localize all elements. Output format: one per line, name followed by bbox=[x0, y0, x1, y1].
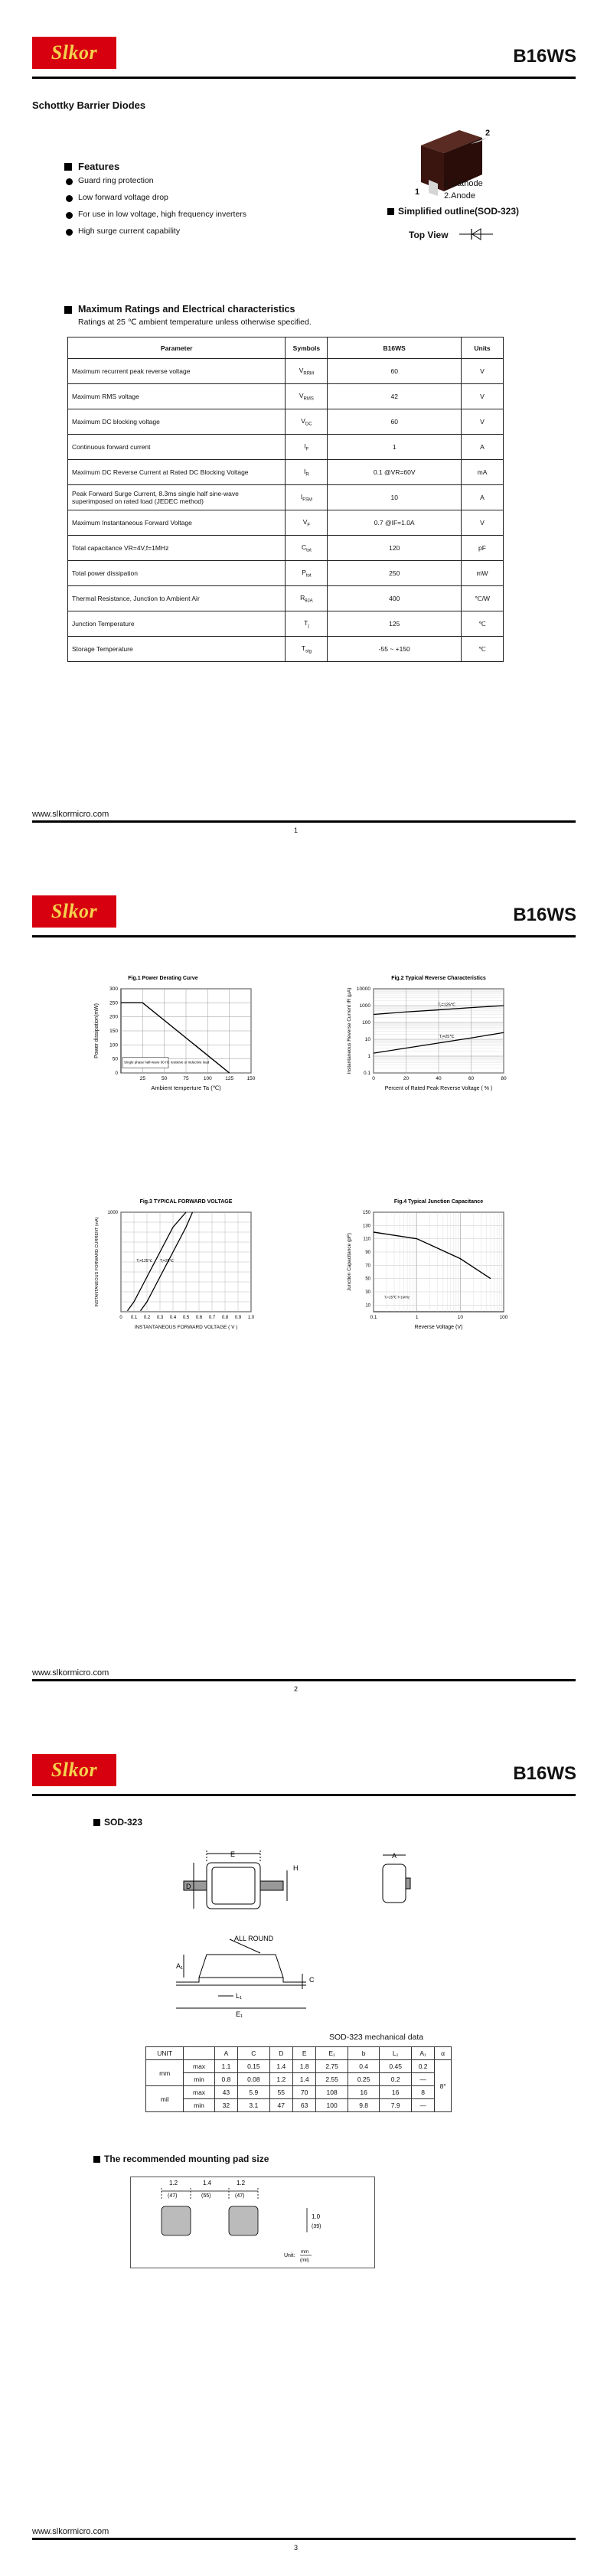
table-row bbox=[68, 384, 504, 409]
param-cell: Maximum DC blocking voltage bbox=[68, 409, 286, 435]
ratings-table bbox=[67, 337, 504, 662]
symbol-text: P bbox=[302, 568, 306, 576]
x-axis-label: Reverse Voltage (V) bbox=[414, 1325, 463, 1330]
table-row bbox=[68, 536, 504, 561]
dim-value-cell: 5.9 bbox=[238, 2086, 270, 2099]
dim-kind-cell: max bbox=[184, 2060, 214, 2073]
y-tick-label: 110 bbox=[363, 1237, 370, 1242]
x-axis-label: Percent of Rated Peak Reverse Voltage ( % ) bbox=[384, 1086, 493, 1091]
anode-label: 2.Anode bbox=[444, 191, 475, 201]
pad-unit-bottom: (mil) bbox=[300, 2258, 309, 2263]
y-tick-label: 200 bbox=[109, 1014, 118, 1020]
symbol-subscript: RRM bbox=[303, 371, 315, 377]
pad-dim-label: (39) bbox=[312, 2224, 321, 2229]
dim-kind-cell: min bbox=[184, 2073, 214, 2086]
part-number: B16WS bbox=[513, 46, 576, 67]
series-label: Tⱼ=25℃ bbox=[439, 1035, 455, 1040]
table-row bbox=[68, 409, 504, 435]
feature-item: For use in low voltage, high frequency inverters bbox=[78, 210, 247, 219]
dim-header-cell: UNIT bbox=[146, 2047, 184, 2060]
y-tick-label: 1000 bbox=[107, 1211, 118, 1215]
dim-value-cell: 3.1 bbox=[238, 2099, 270, 2112]
x-tick-label: 0.1 bbox=[130, 1316, 138, 1320]
dim-header-cell: E bbox=[292, 2047, 315, 2060]
param-cell: Maximum Instantaneous Forward Voltage bbox=[68, 510, 286, 536]
value-cell: 10 bbox=[328, 485, 462, 510]
bullet-dot bbox=[66, 178, 73, 185]
dim-value-cell: 0.2 bbox=[411, 2060, 434, 2073]
unit-cell: pF bbox=[462, 536, 504, 561]
x-tick-label: 1 bbox=[415, 1315, 419, 1320]
param-cell: Peak Forward Surge Current, 8.3ms single half sine-wave superimposed on rated load (JEDEC method) bbox=[68, 485, 286, 510]
y-tick-label: 150 bbox=[362, 1211, 370, 1215]
dim-value-cell: 1.8 bbox=[292, 2060, 315, 2073]
table-row bbox=[68, 460, 504, 485]
x-axis-label: INSTANTANEOUS FORWARD VOLTAGE ( V ) bbox=[134, 1325, 238, 1330]
symbol-cell bbox=[286, 510, 328, 536]
page-number: 1 bbox=[294, 827, 299, 834]
fig4-chart bbox=[337, 1195, 521, 1352]
dim-value-cell: 0.2 bbox=[380, 2073, 412, 2086]
dim-value-cell: 108 bbox=[316, 2086, 348, 2099]
cathode-label: 1.Cathode bbox=[444, 179, 483, 188]
dim-header-cell: D bbox=[269, 2047, 292, 2060]
chart-note: Single phase half-wave 60 Hz resistive or inductive load bbox=[124, 1060, 210, 1065]
outline-title: Simplified outline(SOD-323) bbox=[398, 206, 520, 217]
symbol-subscript: R bbox=[305, 472, 309, 478]
y-tick-label: 150 bbox=[109, 1029, 118, 1034]
y-tick-label: 50 bbox=[365, 1277, 370, 1282]
all-round-label: ALL ROUND bbox=[234, 1935, 274, 1942]
symbol-subscript: j bbox=[308, 624, 309, 629]
unit-cell: ℃ bbox=[462, 637, 504, 662]
x-tick-label: 100 bbox=[203, 1076, 212, 1081]
brand-logo: Slkor bbox=[32, 1754, 116, 1786]
x-tick-label: 0.9 bbox=[234, 1316, 242, 1320]
y-tick-label: 130 bbox=[362, 1224, 370, 1229]
symbol-cell bbox=[286, 561, 328, 586]
pad-drawing-frame bbox=[130, 2177, 375, 2268]
table-header: Parameter bbox=[68, 337, 286, 359]
value-cell: 400 bbox=[328, 586, 462, 611]
pad-dim-label: 1.2 bbox=[169, 2180, 178, 2186]
symbol-subscript: DC bbox=[305, 422, 312, 427]
unit-cell: mW bbox=[462, 561, 504, 586]
x-tick-label: 10 bbox=[457, 1315, 463, 1320]
dim-value-cell: 32 bbox=[214, 2099, 237, 2112]
x-tick-label: 0 bbox=[372, 1076, 375, 1081]
symbol-subscript: RMS bbox=[303, 396, 314, 402]
header-rule bbox=[32, 935, 576, 937]
x-tick-label: 0.5 bbox=[182, 1316, 190, 1320]
section-bullet bbox=[387, 208, 394, 215]
feature-item: High surge current capability bbox=[78, 227, 181, 236]
y-tick-label: 300 bbox=[109, 986, 118, 992]
table-row bbox=[68, 435, 504, 460]
table-row bbox=[146, 2086, 452, 2099]
y-tick-label: 50 bbox=[112, 1056, 118, 1062]
part-number: B16WS bbox=[513, 905, 576, 925]
symbol-text: I bbox=[304, 467, 306, 475]
table-row bbox=[68, 611, 504, 637]
x-tick-label: 125 bbox=[225, 1076, 234, 1081]
symbol-subscript: stg bbox=[305, 649, 312, 654]
symbol-cell bbox=[286, 637, 328, 662]
dim-value-cell: 0.8 bbox=[214, 2073, 237, 2086]
table-row bbox=[146, 2073, 452, 2086]
mech-data-table bbox=[145, 2046, 452, 2112]
dim-value-cell: — bbox=[411, 2099, 434, 2112]
symbol-subscript: FSM bbox=[302, 497, 312, 503]
dim-value-cell: 9.8 bbox=[348, 2099, 380, 2112]
table-row bbox=[68, 359, 504, 384]
dim-e1-label: E₁ bbox=[236, 2010, 243, 2018]
dim-kind-cell: min bbox=[184, 2099, 214, 2112]
dim-value-cell: 2.55 bbox=[316, 2073, 348, 2086]
param-cell: Junction Temperature bbox=[68, 611, 286, 637]
footer-rule bbox=[32, 2538, 576, 2540]
package-title: SOD-323 bbox=[104, 1817, 143, 1828]
y-tick-label: 10 bbox=[364, 1037, 370, 1042]
y-axis-label: Junction Capacitance (pF) bbox=[347, 1233, 352, 1291]
brand-logo: Slkor bbox=[32, 895, 116, 928]
x-tick-label: 25 bbox=[139, 1076, 145, 1081]
chart-title: Fig.2 Typical Reverse Characteristics bbox=[391, 976, 486, 981]
param-cell: Thermal Resistance, Junction to Ambient Air bbox=[68, 586, 286, 611]
dim-header-cell: A bbox=[214, 2047, 237, 2060]
unit-cell: A bbox=[462, 485, 504, 510]
y-tick-label: 90 bbox=[365, 1251, 370, 1255]
symbol-text: I bbox=[304, 442, 306, 450]
section-bullet bbox=[64, 163, 72, 171]
table-header: Symbols bbox=[286, 337, 328, 359]
feature-item: Guard ring protection bbox=[78, 176, 154, 185]
dim-value-cell: 0.08 bbox=[238, 2073, 270, 2086]
series-label: Tⱼ=25℃ bbox=[160, 1259, 175, 1264]
section-bullet bbox=[64, 306, 72, 314]
y-axis-label: Instantaneous Reverse Current IR (μA) bbox=[347, 987, 352, 1074]
pad-dim-label: 1.0 bbox=[312, 2213, 321, 2220]
chart-title: Fig.3 TYPICAL FORWARD VOLTAGE bbox=[139, 1199, 233, 1205]
dim-value-cell: 0.25 bbox=[348, 2073, 380, 2086]
footer-rule bbox=[32, 820, 576, 823]
value-cell: 125 bbox=[328, 611, 462, 637]
dim-header-cell: b bbox=[348, 2047, 380, 2060]
symbol-text: V bbox=[299, 391, 304, 399]
pad-dim-label: (47) bbox=[235, 2193, 245, 2199]
table-row bbox=[146, 2099, 452, 2112]
param-cell: Storage Temperature bbox=[68, 637, 286, 662]
x-axis-label: Ambient temperture Ta (℃) bbox=[151, 1084, 221, 1091]
dim-header-cell: C bbox=[238, 2047, 270, 2060]
series-label: Tⱼ=125℃ bbox=[438, 1003, 456, 1008]
value-cell: 60 bbox=[328, 359, 462, 384]
x-tick-label: 0.7 bbox=[208, 1316, 216, 1320]
unit-cell: ℃/W bbox=[462, 586, 504, 611]
pad-unit-top: mm bbox=[301, 2250, 308, 2255]
y-tick-label: 100 bbox=[109, 1042, 118, 1048]
table-row bbox=[68, 510, 504, 536]
dim-d-label: D bbox=[186, 1883, 191, 1890]
unit-cell: V bbox=[462, 384, 504, 409]
dim-value-cell: 1.4 bbox=[292, 2073, 315, 2086]
pad-dim-label: (55) bbox=[201, 2193, 211, 2199]
value-cell: 1 bbox=[328, 435, 462, 460]
value-cell: 42 bbox=[328, 384, 462, 409]
pad-dim-label: 1.2 bbox=[237, 2180, 246, 2186]
dim-unit-cell: mm bbox=[146, 2060, 184, 2086]
symbol-cell bbox=[286, 586, 328, 611]
dim-value-cell: 70 bbox=[292, 2086, 315, 2099]
symbol-text: T bbox=[304, 618, 308, 627]
y-axis-label: INSTANTANEOUS FORWARD CURRENT (mA) bbox=[95, 1217, 100, 1307]
page-1 bbox=[0, 0, 607, 859]
symbol-cell bbox=[286, 536, 328, 561]
dim-alpha-cell: 8° bbox=[435, 2060, 452, 2112]
symbol-text: T bbox=[301, 644, 305, 652]
dim-value-cell: 0.45 bbox=[380, 2060, 412, 2073]
ratings-title: Maximum Ratings and Electrical characteristics bbox=[78, 304, 295, 315]
dim-value-cell: 1.1 bbox=[214, 2060, 237, 2073]
dim-h-label: H bbox=[293, 1864, 299, 1872]
symbol-cell bbox=[286, 384, 328, 409]
dim-value-cell: 47 bbox=[269, 2099, 292, 2112]
symbol-cell bbox=[286, 485, 328, 510]
y-tick-label: 0.1 bbox=[363, 1071, 370, 1076]
value-cell: 250 bbox=[328, 561, 462, 586]
dim-kind-cell: max bbox=[184, 2086, 214, 2099]
section-bullet bbox=[93, 1819, 100, 1826]
package-top-view-drawing bbox=[165, 1847, 325, 1932]
symbol-text: V bbox=[301, 416, 305, 425]
x-tick-label: 150 bbox=[246, 1076, 256, 1081]
unit-cell: V bbox=[462, 409, 504, 435]
dim-a1-label: A₁ bbox=[176, 1962, 184, 1970]
table-row bbox=[68, 586, 504, 611]
page-3 bbox=[0, 1717, 607, 2576]
dim-value-cell: — bbox=[411, 2073, 434, 2086]
footer-url[interactable]: www.slkormicro.com bbox=[32, 810, 109, 819]
y-tick-label: 70 bbox=[365, 1264, 370, 1269]
chart-note: Tⱼ=25℃ f=1MHz bbox=[384, 1295, 410, 1299]
param-cell: Maximum RMS voltage bbox=[68, 384, 286, 409]
dim-value-cell: 2.75 bbox=[316, 2060, 348, 2073]
subtitle: Schottky Barrier Diodes bbox=[32, 99, 146, 111]
y-tick-label: 10 bbox=[365, 1303, 370, 1309]
y-tick-label: 100 bbox=[362, 1020, 370, 1026]
symbol-subscript: tot bbox=[306, 548, 312, 553]
unit-cell: A bbox=[462, 435, 504, 460]
dim-header-cell bbox=[184, 2047, 214, 2060]
feature-item: Low forward voltage drop bbox=[78, 193, 168, 202]
param-cell: Maximum DC Reverse Current at Rated DC Blocking Voltage bbox=[68, 460, 286, 485]
table-row bbox=[68, 561, 504, 586]
symbol-text: R bbox=[300, 593, 305, 602]
pad-dim-label: 1.4 bbox=[203, 2180, 212, 2186]
dim-value-cell: 7.9 bbox=[380, 2099, 412, 2112]
param-cell: Maximum recurrent peak reverse voltage bbox=[68, 359, 286, 384]
dim-value-cell: 1.4 bbox=[269, 2060, 292, 2073]
chart-title: Fig.1 Power Derating Curve bbox=[128, 976, 198, 981]
symbol-text: V bbox=[302, 517, 308, 526]
chart-title: Fig.4 Typical Junction Capacitance bbox=[393, 1199, 484, 1205]
mech-data-title: SOD-323 mechanical data bbox=[329, 2033, 424, 2042]
x-tick-label: 60 bbox=[468, 1076, 475, 1081]
dim-header-cell: A₁ bbox=[411, 2047, 434, 2060]
y-tick-label: 10000 bbox=[356, 986, 370, 992]
pad-unit-label: Unit: bbox=[284, 2253, 295, 2258]
fig1-chart bbox=[84, 972, 268, 1114]
symbol-cell bbox=[286, 611, 328, 637]
dim-c-label: C bbox=[309, 1976, 315, 1984]
symbol-cell bbox=[286, 359, 328, 384]
footer-url[interactable]: www.slkormicro.com bbox=[32, 2527, 109, 2536]
dim-value-cell: 100 bbox=[316, 2099, 348, 2112]
x-tick-label: 80 bbox=[501, 1076, 507, 1081]
symbol-cell bbox=[286, 435, 328, 460]
y-tick-label: 0 bbox=[115, 1071, 118, 1076]
unit-cell: ℃ bbox=[462, 611, 504, 637]
symbol-text: I bbox=[300, 492, 303, 501]
value-cell: 60 bbox=[328, 409, 462, 435]
x-tick-label: 40 bbox=[436, 1076, 442, 1081]
bullet-dot bbox=[66, 212, 73, 219]
header-rule bbox=[32, 77, 576, 79]
table-row bbox=[68, 485, 504, 510]
unit-cell: V bbox=[462, 359, 504, 384]
symbol-subscript: F bbox=[307, 523, 311, 528]
x-tick-label: 0 bbox=[119, 1316, 122, 1320]
series-line bbox=[374, 1232, 491, 1279]
y-tick-label: 1 bbox=[367, 1054, 370, 1059]
x-tick-label: 75 bbox=[183, 1076, 189, 1081]
features-title: Features bbox=[78, 161, 120, 172]
symbol-text: C bbox=[301, 543, 307, 551]
dim-value-cell: 16 bbox=[380, 2086, 412, 2099]
x-tick-label: 50 bbox=[162, 1076, 168, 1081]
top-view-label: Top View bbox=[409, 230, 449, 240]
package-front-view-drawing bbox=[161, 1932, 337, 2023]
brand-logo: Slkor bbox=[32, 37, 116, 69]
param-cell: Total capacitance VR=4V,f=1MHz bbox=[68, 536, 286, 561]
pad-title: The recommended mounting pad size bbox=[104, 2154, 269, 2164]
diode-symbol-icon bbox=[459, 228, 493, 240]
dim-value-cell: 0.15 bbox=[238, 2060, 270, 2073]
pin-1-label: 1 bbox=[415, 187, 420, 197]
table-header: B16WS bbox=[328, 337, 462, 359]
x-tick-label: 20 bbox=[403, 1076, 410, 1081]
y-tick-label: 30 bbox=[365, 1290, 370, 1295]
symbol-subscript: tot bbox=[305, 573, 312, 579]
fig2-chart bbox=[337, 972, 521, 1114]
section-bullet bbox=[93, 2156, 100, 2163]
symbol-text: V bbox=[299, 366, 304, 374]
dim-value-cell: 16 bbox=[348, 2086, 380, 2099]
part-number: B16WS bbox=[513, 1763, 576, 1784]
table-row bbox=[68, 637, 504, 662]
dim-unit-cell: mil bbox=[146, 2086, 184, 2112]
x-tick-label: 0.4 bbox=[169, 1316, 177, 1320]
value-cell: 0.7 @IF=1.0A bbox=[328, 510, 462, 536]
dim-value-cell: 43 bbox=[214, 2086, 237, 2099]
symbol-cell bbox=[286, 460, 328, 485]
bullet-dot bbox=[66, 229, 73, 236]
pad-dim-label: (47) bbox=[168, 2193, 178, 2199]
mounting-pad-drawing bbox=[131, 2177, 376, 2269]
x-tick-label: 100 bbox=[499, 1315, 508, 1320]
value-cell: 120 bbox=[328, 536, 462, 561]
unit-cell: V bbox=[462, 510, 504, 536]
dim-e-label: E bbox=[230, 1850, 236, 1858]
x-tick-label: 0.2 bbox=[143, 1316, 151, 1320]
package-side-view-drawing bbox=[367, 1847, 429, 1916]
dim-a-label: A bbox=[392, 1852, 397, 1860]
y-tick-label: 250 bbox=[109, 1000, 118, 1006]
dim-value-cell: 1.2 bbox=[269, 2073, 292, 2086]
param-cell: Continuous forward current bbox=[68, 435, 286, 460]
x-tick-label: 1.0 bbox=[247, 1316, 255, 1320]
y-axis-label: Power dissipation(mW) bbox=[94, 1003, 100, 1058]
fig3-chart bbox=[84, 1195, 268, 1352]
page-2 bbox=[0, 859, 607, 1717]
dim-header-cell: E₁ bbox=[316, 2047, 348, 2060]
ratings-note: Ratings at 25 ℃ ambient temperature unless otherwise specified. bbox=[78, 318, 312, 327]
y-tick-label: 1000 bbox=[359, 1003, 370, 1009]
symbol-cell bbox=[286, 409, 328, 435]
footer-url[interactable]: www.slkormicro.com bbox=[32, 1668, 109, 1678]
header-rule bbox=[32, 1794, 576, 1796]
x-tick-label: 0.3 bbox=[156, 1316, 164, 1320]
table-header: Units bbox=[462, 337, 504, 359]
x-tick-label: 0.8 bbox=[221, 1316, 229, 1320]
page-number: 3 bbox=[294, 2544, 299, 2552]
value-cell: 0.1 @VR=60V bbox=[328, 460, 462, 485]
dim-header-cell: L₁ bbox=[380, 2047, 412, 2060]
page-number: 2 bbox=[294, 1685, 299, 1693]
symbol-subscript: θJA bbox=[305, 598, 313, 604]
dim-value-cell: 63 bbox=[292, 2099, 315, 2112]
pin-2-label: 2 bbox=[485, 129, 491, 138]
x-tick-label: 0.6 bbox=[195, 1316, 203, 1320]
dim-value-cell: 8 bbox=[411, 2086, 434, 2099]
value-cell: -55 ~ +150 bbox=[328, 637, 462, 662]
symbol-subscript: F bbox=[305, 447, 309, 452]
bullet-dot bbox=[66, 195, 73, 202]
table-row bbox=[146, 2060, 452, 2073]
unit-cell: mA bbox=[462, 460, 504, 485]
series-label: Tⱼ=125℃ bbox=[136, 1259, 153, 1264]
dim-value-cell: 55 bbox=[269, 2086, 292, 2099]
x-tick-label: 0.1 bbox=[370, 1315, 377, 1320]
dim-header-cell: α bbox=[435, 2047, 452, 2060]
footer-rule bbox=[32, 1679, 576, 1681]
dim-value-cell: 0.4 bbox=[348, 2060, 380, 2073]
dim-l1-label: L₁ bbox=[236, 1992, 243, 2000]
param-cell: Total power dissipation bbox=[68, 561, 286, 586]
